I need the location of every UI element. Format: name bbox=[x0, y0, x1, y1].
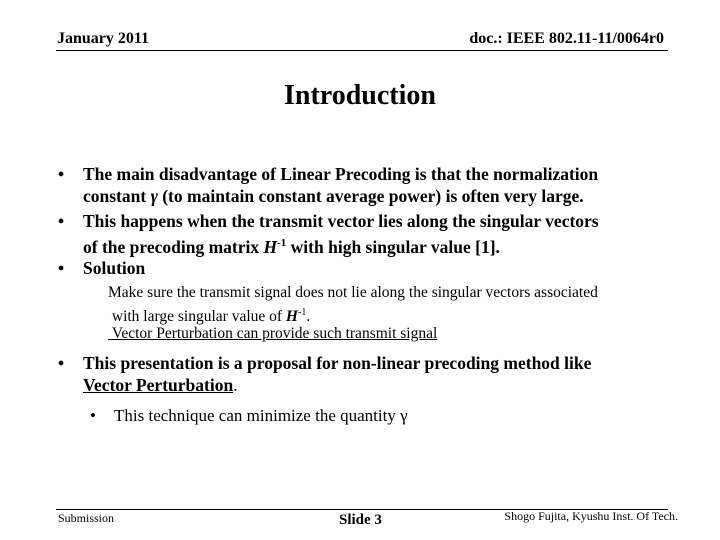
bullet-text-line: with high singular value [1]. bbox=[286, 236, 500, 257]
slide-title: Introduction bbox=[284, 80, 436, 111]
bullet-text-line: . bbox=[233, 375, 238, 395]
footer-slide-number: Slide 3 bbox=[339, 512, 382, 528]
bullet-dot: • bbox=[58, 258, 65, 278]
gamma-symbol: γ bbox=[400, 406, 408, 425]
bullet-text-line: This presentation is a proposal for non-linear precoding method like bbox=[83, 353, 592, 373]
sub-paragraph-underlined bbox=[108, 324, 698, 344]
footer-submission: Submission bbox=[58, 511, 115, 525]
header-date: January 2011 bbox=[57, 30, 150, 47]
bullet-dot: • bbox=[58, 211, 65, 231]
bullet-text-line: (to maintain constant average power) is often very large. bbox=[157, 186, 584, 206]
bullet-text-emphasis: Vector Perturbation bbox=[83, 375, 234, 395]
sub-text-line: with large singular value of bbox=[111, 308, 286, 326]
bullet-text bbox=[83, 163, 703, 207]
footer-author: Shogo Fujita, Kyushu Inst. Of Tech. bbox=[504, 509, 678, 523]
sub-paragraph bbox=[108, 283, 698, 327]
sub-bullet-text bbox=[114, 405, 614, 427]
matrix-symbol: H bbox=[263, 236, 278, 257]
bullet-text-line: of the precoding matrix bbox=[83, 236, 264, 257]
header-doc-id: doc.: IEEE 802.11-11/0064r0 bbox=[469, 30, 664, 47]
bullet-text bbox=[83, 210, 703, 258]
superscript: -1 bbox=[297, 307, 307, 318]
bullet-text-line: The main disadvantage of Linear Precoding is that the normalization bbox=[83, 164, 599, 184]
bullet-text-line: This happens when the transmit vector lies along the singular vectors bbox=[83, 211, 599, 231]
bullet-text: Solution bbox=[83, 258, 146, 278]
sub-bullet-line: This technique can minimize the quantity bbox=[114, 406, 401, 425]
bullet-dot: • bbox=[58, 164, 65, 184]
sub-text-line: Vector Perturbation can provide such transmit signal bbox=[111, 325, 438, 342]
header-divider bbox=[56, 50, 668, 51]
sub-text-line: Make sure the transmit signal does not lie along the singular vectors associated bbox=[108, 284, 598, 301]
matrix-symbol: H bbox=[285, 308, 298, 326]
bullet-text bbox=[83, 352, 703, 396]
bullet-dot: • bbox=[58, 353, 65, 373]
sub-text-line: . bbox=[306, 308, 311, 326]
superscript: -1 bbox=[277, 237, 287, 249]
bullet-text-line: constant bbox=[83, 186, 151, 206]
gamma-symbol: γ bbox=[150, 186, 158, 206]
bullet-dot: • bbox=[90, 406, 96, 425]
